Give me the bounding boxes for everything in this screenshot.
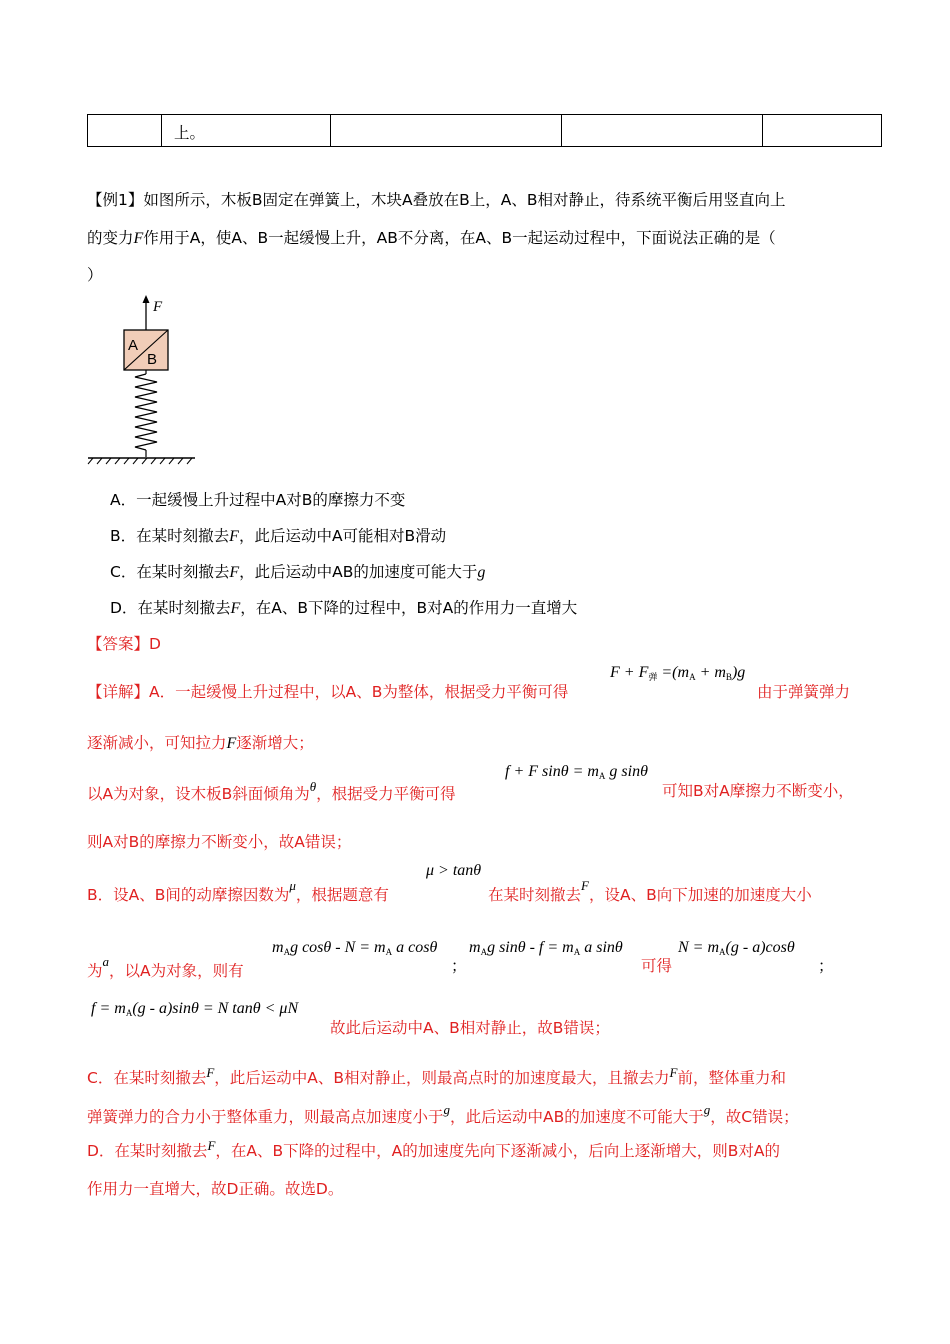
- option-c: C．在某时刻撤去F，此后运动中AB的加速度可能大于g: [110, 563, 486, 581]
- table-fragment: [87, 114, 882, 147]
- formula-friction-a: f + F $\sin\theta = m_A$ g sinθ: [505, 763, 648, 781]
- explanation-line-6-word: 可得: [641, 957, 673, 975]
- table-cell: [762, 115, 882, 146]
- explanation-line-9: 弹簧弹力的合力小于整体重力，则最高点加速度小于$^g$，此后运动中AB的加速度不可能大于$^g$，故C错误；: [87, 1102, 799, 1126]
- block-b-label: B: [147, 351, 158, 368]
- explanation-line-7: 故此后运动中A、B相对静止，故B错误；: [330, 1019, 610, 1037]
- separator: ；: [818, 957, 834, 975]
- force-label: F: [153, 299, 163, 315]
- explanation-line-6: 为$^a$，以A为对象，则有: [87, 954, 244, 980]
- formula-tangent-direction: $m_Ag$ $\sin\theta - f = m_A$ a sinθ: [469, 939, 623, 957]
- answer-line: 【答案】D: [87, 635, 161, 653]
- explanation-line-11: 作用力一直增大，故D正确。故选D。: [87, 1180, 344, 1198]
- formula-mu-condition: μ > tanθ: [426, 862, 482, 879]
- table-cell: [161, 115, 330, 146]
- formula-equilibrium-whole: $F + F_弹 =(m_A + m_B)g$: [610, 664, 746, 682]
- table-cell-text: 上。: [174, 124, 206, 142]
- explanation-line-4: 则A对B的摩擦力不断变小，故A错误；: [87, 833, 352, 851]
- explanation-line-3-tail: 可知B对A摩擦力不断变小，: [662, 782, 854, 800]
- example-tag: 【例1】: [87, 191, 144, 209]
- explanation-line-10: D．在某时刻撤去$^F$，在A、B下降的过程中，A的加速度先向下逐渐减小，后向上逐渐增大，则B对A的: [87, 1138, 780, 1160]
- table-cell: [330, 115, 561, 146]
- option-b: B．在某时刻撤去F，此后运动中A可能相对B滑动: [110, 527, 447, 545]
- explanation-line-1-tail: 由于弹簧弹力: [757, 683, 851, 701]
- explanation-line-5: B．设A、B间的动摩擦因数为$^\mu$，根据题意有: [87, 878, 389, 904]
- block-a-label: A: [128, 337, 139, 354]
- question-stem-line-1: 【例1】如图所示，木板B固定在弹簧上，木块A叠放在B上，A、B相对静止，待系统平衡后用竖直向上: [87, 191, 786, 209]
- spring: [135, 374, 157, 450]
- spring-block-figure: [85, 292, 200, 467]
- explanation-line-5-tail: 在某时刻撤去$^F$，设A、B向下加速的加速度大小: [488, 878, 812, 904]
- formula-normal-force: $N = m_A(g - a)\cos\theta$: [678, 939, 795, 957]
- explanation-line-3: 以A为对象，设木板B斜面倾角为$^\theta$，根据受力平衡可得: [87, 779, 456, 803]
- separator: ；: [451, 957, 467, 975]
- formula-friction-force: $f = m_A(g - a)\sin\theta = N$ tanθ < μN: [91, 1000, 299, 1018]
- explanation-line-1: 【详解】A．一起缓慢上升过程中，以A、B为整体，根据受力平衡可得: [87, 683, 569, 701]
- explanation-line-8: C．在某时刻撤去$^F$，此后运动中A、B相对静止，则最高点时的加速度最大，且撤去力$^F$前，整体重力和: [87, 1065, 786, 1087]
- option-d: D．在某时刻撤去F，在A、B下降的过程中，B对A的作用力一直增大: [110, 599, 578, 617]
- formula-normal-direction: $m_Ag$ $\cos\theta - N = m_A$ a cosθ: [272, 939, 438, 957]
- option-a: A．一起缓慢上升过程中A对B的摩擦力不变: [110, 491, 406, 509]
- question-stem-line-3: ）: [87, 266, 103, 284]
- explanation-line-2: 逐渐减小，可知拉力F逐渐增大；: [87, 734, 314, 752]
- question-stem-line-2: 的变力F作用于A，使A、B一起缓慢上升，AB不分离，在A、B一起运动过程中，下面说法正确的是（: [87, 229, 776, 247]
- table-cell: [561, 115, 762, 146]
